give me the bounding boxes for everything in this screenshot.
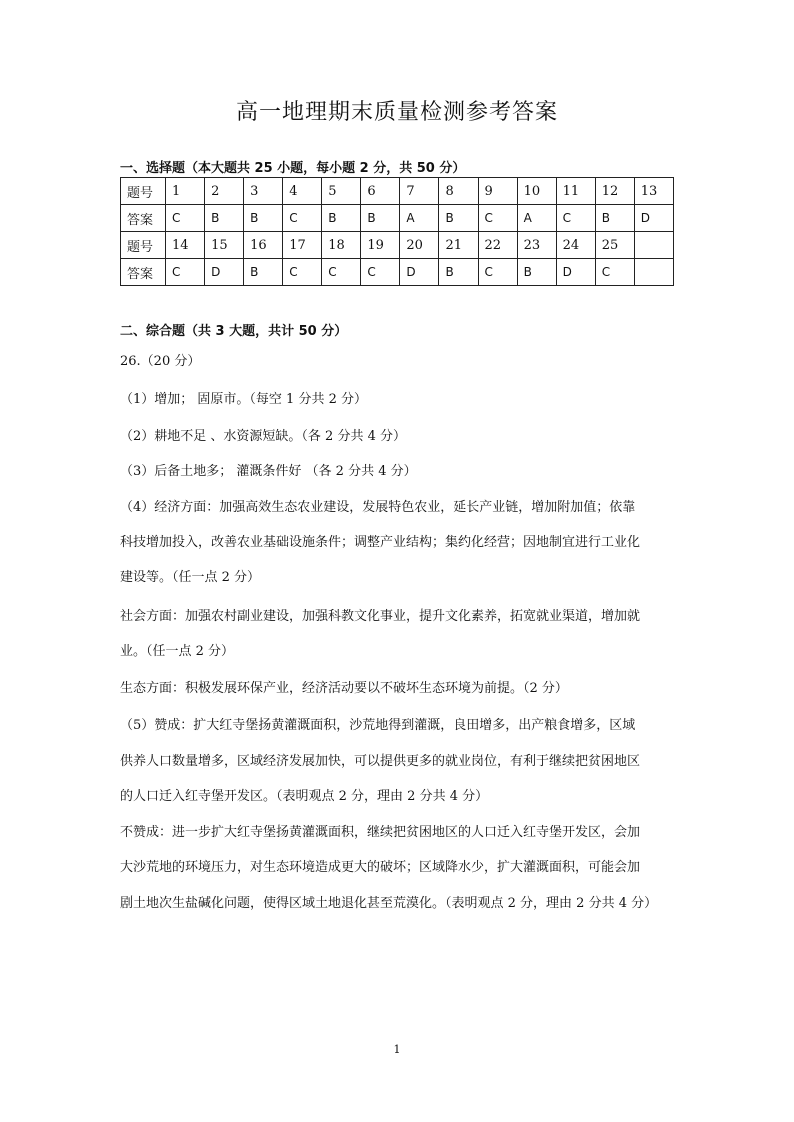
answer-line: 科技增加投入，改善农业基础设施条件；调整产业结构；集约化经营；因地制宜进行工业化 (120, 535, 641, 550)
answer-cell: B (244, 259, 283, 286)
question-number-cell: 18 (322, 232, 361, 259)
question-number-cell: 14 (166, 232, 205, 259)
page-number: 1 (393, 1043, 401, 1056)
answer-cell: D (556, 259, 595, 286)
answer-line: 大沙荒地的环境压力，对生态环境造成更大的破坏；区域降水少，扩大灌溉面积，可能会加 (120, 860, 641, 875)
question-number-cell: 2 (205, 178, 244, 205)
question-number-cell: 9 (478, 178, 517, 205)
question-number-cell: 20 (400, 232, 439, 259)
question-number-row (121, 232, 674, 259)
answer-cell: B (517, 259, 556, 286)
question-number-cell: 3 (244, 178, 283, 205)
question-number-cell: 5 (322, 178, 361, 205)
answer-line: 建设等。（任一点 2 分） (120, 570, 261, 585)
question-number-cell: 23 (517, 232, 556, 259)
answer-line: 26.（20 分） (120, 354, 201, 369)
answer-line: 的人口迁入红寺堡开发区。（表明观点 2 分，理由 2 分共 4 分） (120, 789, 489, 804)
answer-cell: C (322, 259, 361, 286)
answer-cell: B (205, 205, 244, 232)
question-number-cell: 24 (556, 232, 595, 259)
answer-cell: B (595, 205, 634, 232)
question-number-cell: 4 (283, 178, 322, 205)
answer-table (120, 177, 674, 286)
question-number-cell: 10 (517, 178, 556, 205)
answer-cell: C (595, 259, 634, 286)
answer-row (121, 205, 674, 232)
row-label-question: 题号 (121, 232, 166, 259)
answer-cell: A (400, 205, 439, 232)
question-number-cell: 1 (166, 178, 205, 205)
question-number-cell: 15 (205, 232, 244, 259)
question-number-cell: 7 (400, 178, 439, 205)
answer-cell: C (283, 259, 322, 286)
answer-cell: C (283, 205, 322, 232)
question-number-row (121, 178, 674, 205)
section-1-heading: 一、选择题（本大题共 25 小题，每小题 2 分，共 50 分） (120, 161, 466, 176)
question-number-cell: 8 (439, 178, 478, 205)
row-label-question: 题号 (121, 178, 166, 205)
answer-cell: B (439, 205, 478, 232)
answer-cell: C (478, 205, 517, 232)
row-label-answer: 答案 (121, 205, 166, 232)
answer-cell: C (166, 205, 205, 232)
question-number-cell: 25 (595, 232, 634, 259)
answer-cell (634, 259, 673, 286)
question-number-cell: 12 (595, 178, 634, 205)
answer-line: 不赞成：进一步扩大红寺堡扬黄灌溉面积，继续把贫困地区的人口迁入红寺堡开发区，会加 (120, 825, 641, 840)
answer-line: （5）赞成：扩大红寺堡扬黄灌溉面积，沙荒地得到灌溉，良田增多，出产粮食增多，区域 (120, 718, 636, 733)
answer-cell: D (634, 205, 673, 232)
answer-line: 剧土地次生盐碱化问题，使得区域土地退化甚至荒漠化。（表明观点 2 分，理由 2 分共 4 分） (120, 896, 658, 911)
question-number-cell (634, 232, 673, 259)
question-number-cell: 21 (439, 232, 478, 259)
answer-line: （1）增加； 固原市。（每空 1 分共 2 分） (120, 392, 367, 407)
answer-cell: A (517, 205, 556, 232)
row-label-answer: 答案 (121, 259, 166, 286)
question-number-cell: 17 (283, 232, 322, 259)
question-number-cell: 13 (634, 178, 673, 205)
question-number-cell: 6 (361, 178, 400, 205)
answer-line: 生态方面：积极发展环保产业，经济活动要以不破坏生态环境为前提。（2 分） (120, 681, 568, 696)
answer-cell: C (361, 259, 400, 286)
answer-line: 社会方面：加强农村副业建设，加强科教文化事业，提升文化素养，拓宽就业渠道，增加就 (120, 609, 641, 624)
answer-line: （3）后备土地多； 灌溉条件好 （各 2 分共 4 分） (120, 464, 417, 479)
answer-cell: B (322, 205, 361, 232)
answer-cell: D (205, 259, 244, 286)
answer-cell: B (244, 205, 283, 232)
answer-line: 业。（任一点 2 分） (120, 644, 235, 659)
answer-line: （2）耕地不足 、水资源短缺。（各 2 分共 4 分） (120, 429, 406, 444)
section-2-heading: 二、综合题（共 3 大题，共计 50 分） (120, 324, 348, 339)
answer-cell: C (556, 205, 595, 232)
answer-cell: D (400, 259, 439, 286)
answer-line: （4）经济方面：加强高效生态农业建设，发展特色农业，延长产业链，增加附加值；依靠 (120, 500, 636, 515)
question-number-cell: 19 (361, 232, 400, 259)
answer-cell: B (439, 259, 478, 286)
question-number-cell: 22 (478, 232, 517, 259)
document-title: 高一地理期末质量检测参考答案 (235, 100, 558, 125)
question-number-cell: 16 (244, 232, 283, 259)
answer-cell: B (361, 205, 400, 232)
question-number-cell: 11 (556, 178, 595, 205)
answer-row (121, 259, 674, 286)
answer-line: 供养人口数量增多，区域经济发展加快，可以提供更多的就业岗位，有利于继续把贫困地区 (120, 754, 641, 769)
answer-cell: C (166, 259, 205, 286)
answer-cell: C (478, 259, 517, 286)
